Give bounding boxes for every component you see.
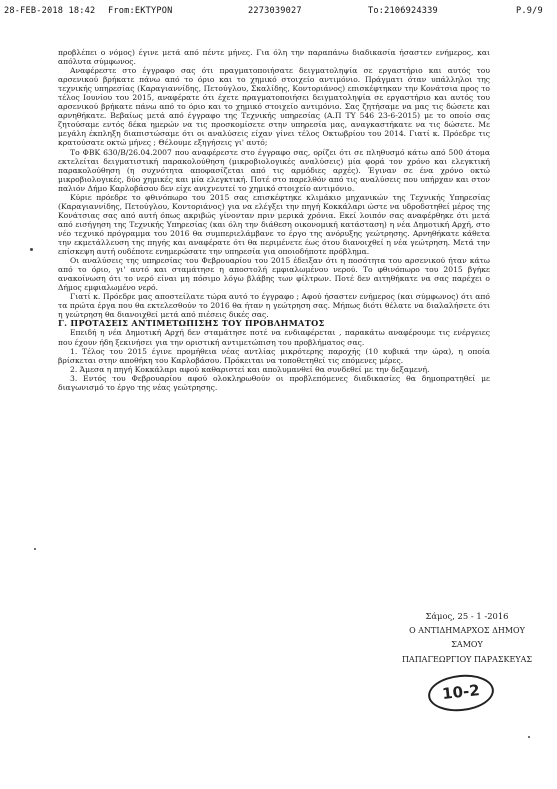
body-paragraph: Το ΦΒΚ 630/Β/26.04.2007 που αναφέρεστε στο έγγραφο σας, ορίζει ότι σε πληθυσμό κάτω από 500 άτομα εκτελείται δειγματιστική παρακολούθηση (μικροβιολογικές αναλύσεις) μία φορά τον χρόνο και ελεγκτική παρακολούθηση (η συχνότητα αποφασίζεται από τις αρμόδιες αρχές). Έγιναν σε ένα χρόνο οκτώ μικροβιολογικές, δύο χημικές και μία ελεγκτική. Ποτέ στο παρελθόν από τις αναλύσεις που υπήρχαν και στον παλιόν Δήμο Καρλοβάσου δεν είχε ανιχνευτεί το χημικό στοιχείο αντιμόνιο. (58, 147, 490, 193)
proposal-item: 1. Τέλος του 2015 έγινε προμήθεια νέας αντλίας μικρότερης παροχής (10 κυβικά την ώρα), η οποία βρίσκεται στην αποθήκη του Καρλοβάσου. Πρόκειται να τοποθετηθεί τις επόμενες μέρες. (58, 346, 490, 365)
body-paragraph: Γιατί κ. Πρόεδρε μας αποστείλατε τώρα αυτό το έγγραφο ; Αφού ήσαστεν ενήμερος (και σύμφωνος) ότι από τα πρώτα έργα που θα εκτελεσθούν το 2016 θα ήταν η γεώτρηση σας. Μήπως διότι θέλατε να διαλαλήσετε ότι η γεώτρηση θα διανοιχθεί μετά από πιέσεις δικές σας. (58, 292, 490, 320)
body-paragraph: Οι αναλύσεις της υπηρεσίας του Φεβρουαρίου του 2015 έδειξαν ότι η ποσότητα του αρσενικού ήταν κάτω από το όριο, γι' αυτό και σταμάτησε η αποστολή εμφιαλωμένου νερού. Το φθινόπωρο του 2015 βγήκε ανακοίνωση ότι το νερό είναι μη πόσιμο λόγω βλάβης των φίλτρων. Ποτέ δεν αιτηθήκατε να σας παρέχει ο Δήμος εμφιαλωμένο νερό. (58, 256, 490, 293)
handwritten-circled-mark (426, 672, 495, 715)
signatory-name: ΠΑΠΑΓΕΩΡΓΙΟΥ ΠΑΡΑΣΚΕΥΑΣ (401, 654, 533, 664)
scan-speck (30, 248, 33, 251)
section-intro: Επειδή η νέα Δημοτική Αρχή δεν σταμάτησε ποτέ να ενδιαφέρεται , παρακάτω αναφέρουμε τις ενέργειες που έχουν ήδη ξεκινήσει για την οριστική αντιμετώπιση του προβλήματος σας. (58, 328, 490, 347)
fax-sender-number: 2273039027 (248, 6, 302, 16)
handwritten-mark-text: 10-2 (441, 681, 481, 703)
scan-speck (34, 548, 36, 550)
fax-page-counter: P.9/9 (516, 6, 543, 16)
signatory-municipality: ΣΑΜΟΥ (451, 640, 483, 649)
body-paragraph: προβλέπει ο νόμος) έγινε μετά από πέντε μήνες. Για όλη την παραπάνω διαδικασία ήσαστεν ενήμερος, και απόλυτα σύμφωνος. (58, 48, 490, 67)
fax-date-time: 28-FEB-2018 18:42 (4, 6, 96, 16)
fax-transmission-header (4, 3, 553, 19)
signature-block (392, 609, 542, 667)
fax-recipient: To:2106924339 (368, 6, 438, 16)
letter-body (58, 48, 490, 392)
scan-speck (528, 736, 530, 738)
fax-from: From:EKTYPON (108, 6, 173, 16)
proposal-item: 2. Άμεσα η πηγή Κοκκάλαρι αφού καθαριστεί και απολυμανθεί θα συνδεθεί με την δεξαμενή. (70, 364, 430, 374)
proposal-item: 3. Εντός του Φεβρουαρίου αφού ολοκληρωθούν οι προβλεπόμενες διαδικασίες θα δημοπρατηθεί με διαγωνισμό το έργο της νέας γεώτρησης. (58, 373, 490, 392)
section-heading: Γ. ΠΡΟΤΑΣΕΙΣ ΑΝΤΙΜΕΤΩΠΙΣΗΣ ΤΟΥ ΠΡΟΒΛΗΜΑΤΟΣ (58, 318, 325, 329)
signature-date: Σάμος, 25 - 1 -2016 (425, 611, 509, 621)
body-paragraph: Κύριε πρόεδρε το φθινόπωρο του 2015 σας επισκέφτηκε κλιμάκιο μηχανικών της Τεχνικής Υπηρεσίας (Καραγιαννίδης, Πετούγλου, Κοντοριάνος) για να ελέγξει την πηγή Κοκκάλαρι ώστε να υδροδοτηθεί μέρος της Κονάτσιας σας από αυτή όπως ακριβώς γίνονταν πριν μερικά χρόνια. Εκεί λοιπόν σας αναφέρθηκε ότι μετά από εισήγηση της Τεχνικής Υπηρεσίας (και όλη την διάθεση οικονομική κατάσταση) η νέα Δημοτική Αρχή, στο νέο τεχνικό πρόγραμμα του 2016 θα συμπεριελάμβανε το έργο της ανόρυξης γεώτρησης. Αρνηθήκατε κάθετα την εκμετάλλευση της πηγής και αναφέρατε ότι θα περιμένετε έως ότου διανοιχθεί η νέα γεώτρηση. Μετά την επίσκεψη αυτή ουδέποτε ενημερώσατε την υπηρεσία για οποιοδήποτε πρόβλημα. (58, 192, 490, 257)
signatory-title: Ο ΑΝΤΙΔΗΜΑΡΧΟΣ ΔΗΜΟΥ (409, 625, 525, 635)
body-paragraph: Αναφέρεστε στο έγγραφο σας ότι πραγματοποιήσατε δειγματοληψία σε εργαστήριο και αυτός του αρσενικού βρήκατε πάνω από το όριο και το χημικό στοιχείο αντιμόνιο. Πράγματι όταν υπάλληλοι της τεχνικής υπηρεσίας (Καραγιαννίδης, Πετούγλου, Σκαλίδης, Κοντοριάνος) επισκέφτηκαν την Κονάτσια προς το τέλος Ιουνίου του 2015, αναφέρατε ότι έχετε πραγματοποιήσει δειγματοληψία σε εργαστήριο και αυτός του αρσενικού βρήκατε πάνω από το όριο και το χημικό στοιχείο αντιμόνιο. Σας ζητήσαμε να μας τις δώσετε και αρνηθήκατε. Βεβαίως μετά από έγγραφο της Τεχνικής υπηρεσίας (Α.Π ΤΥ 546 23-6-2015) με το οποίο σας ζητούσαμε εντός δέκα ημερών να τις προσκομίσετε στην υπηρεσία μας, αναγκαστήκατε να τις δώσετε. Με μεγάλη έκπληξη διαπιστώσαμε ότι οι αναλύσεις είχαν γίνει τέλος Οκτωβρίου του 2014. Γιατί κ. Πρόεδρε τις κρατούσατε οκτώ μήνες ; Θέλουμε εξηγήσεις γι' αυτό; (58, 66, 490, 148)
